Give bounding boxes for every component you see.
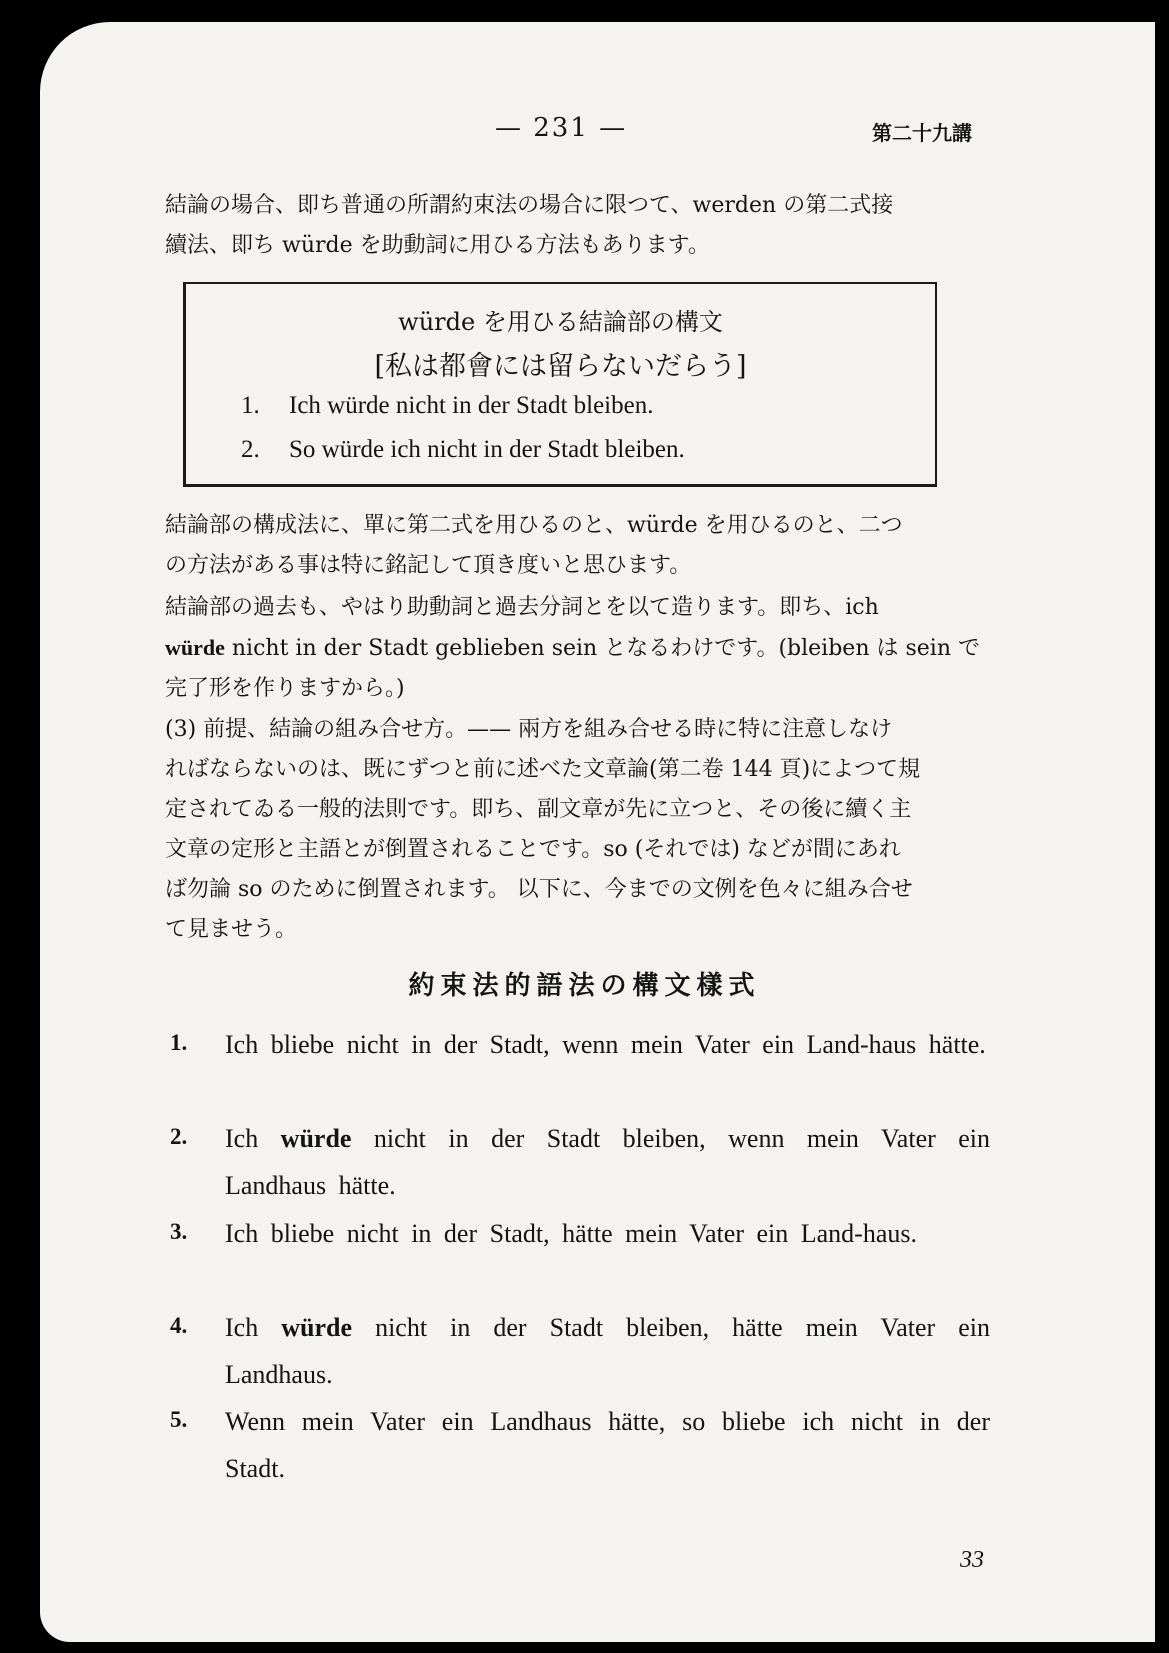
item-number: 3. [170,1219,188,1244]
item-text [225,1398,990,1492]
paragraph-line: 定されてゐる一般的法則です。即ち、副文章が先に立つと、その後に續く主 [165,797,912,822]
paragraph-line: 結論部の過去も、やはり助動詞と過去分詞とを以て造ります。即ち、ich [165,595,879,620]
section-title: 約束法的語法の構文樣式 [408,971,761,1001]
item-text-part: Ich [225,1313,282,1342]
lesson-heading: 第二十九講 [872,121,972,145]
paragraph-2 [165,588,987,709]
paragraph-line: 完了形を作りますから。) [165,676,405,701]
intro-paragraph [165,186,987,266]
item-number: 1. [170,1030,188,1055]
paragraph-text: nicht in der Stadt geblieben sein となるわけです。(bleiben は sein で [224,636,980,661]
box-example [241,436,685,464]
bold-word: würde [165,635,225,660]
item-text [225,1304,990,1398]
intro-line: 續法、即ち würde を助動詞に用ひる方法もあります。 [165,233,710,258]
item-text-part: Ich [225,1124,281,1153]
example-text: Ich würde nicht in der Stadt bleiben. [289,392,654,419]
paragraph-line: (3) 前提、結論の組み合せ方。—— 兩方を組み合せる時に特に注意しなけ [165,717,893,742]
item-number: 2. [170,1124,188,1149]
item-text [225,1021,990,1068]
item-text-part: Wenn mein Vater ein Landhaus hätte, so bliebe ich nicht in der Stadt. [225,1407,990,1483]
example-number: 2. [241,436,260,463]
sheet-number: 33 [960,1547,984,1573]
box-title: würde を用ひる結論部の構文 [398,308,723,336]
paragraph-line: 文章の定形と主語とが倒置されることです。so (それでは) などが間にあれ [165,837,901,862]
box-example [241,392,653,420]
paragraph-line: ればならないのは、既にずつと前に述べた文章論(第二卷 144 頁)によつて規 [165,757,921,782]
intro-line: 結論の場合、即ち普通の所謂約束法の場合に限つて、werden の第二式接 [165,193,894,218]
item-text [225,1115,990,1209]
example-text: So würde ich nicht in der Stadt bleiben. [289,436,685,463]
paragraph-1 [165,506,987,586]
paragraph-line: 結論部の構成法に、單に第二式を用ひるのと、würde を用ひるのと、二つ [165,513,903,538]
item-bold-word: würde [280,1124,352,1153]
item-text-part: Ich bliebe nicht in der Stadt, wenn mein Vater ein Land-haus hätte. [225,1030,986,1059]
item-text-part: Ich bliebe nicht in der Stadt, hätte mein Vater ein Land-haus. [225,1219,917,1248]
paragraph-line: て見ませう。 [165,917,298,942]
example-number: 1. [241,392,260,419]
example-box [183,282,937,487]
paragraph-line [165,628,987,669]
paragraph-3 [165,710,987,950]
item-bold-word: würde [281,1313,353,1342]
paragraph-line: ば勿論 so のために倒置されます。 以下に、今までの文例を色々に組み合せ [165,877,913,902]
paragraph-line: の方法がある事は特に銘記して頂き度いと思ひます。 [165,553,692,578]
page-number: — 231 — [495,113,628,143]
item-text [225,1210,990,1257]
item-text-part: nicht in der Stadt bleiben, wenn mein Vater ein Landhaus hätte. [225,1124,990,1200]
box-subtitle: [私は都會には留らないだらう] [374,351,747,382]
item-text-part: nicht in der Stadt bleiben, hätte mein Vater ein Landhaus. [225,1313,990,1389]
item-number: 5. [170,1407,188,1432]
item-number: 4. [170,1313,188,1338]
